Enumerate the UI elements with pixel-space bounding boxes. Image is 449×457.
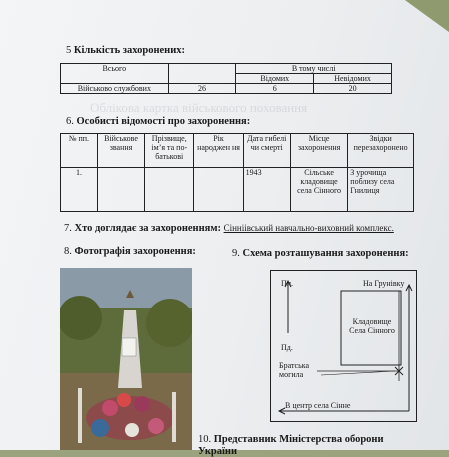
col-header-number: № пп. bbox=[61, 134, 98, 168]
scheme-cemetery-label: Кладовище Села Сінного bbox=[349, 317, 395, 335]
section-10-heading-line2: України bbox=[198, 446, 238, 457]
row-label: Військово службовиx bbox=[61, 84, 169, 94]
header-all: Всього bbox=[61, 64, 169, 84]
cell-total: 26 bbox=[168, 84, 236, 94]
col-header-death-date: Дата гибелі чи смерті bbox=[243, 134, 290, 168]
cell-rank bbox=[97, 168, 144, 212]
scheme-south-label: Пд. bbox=[281, 343, 293, 352]
burial-photo-image bbox=[60, 268, 192, 450]
col-header-burial-place: Місце захоронення bbox=[290, 134, 347, 168]
col-header-birth-year: Рік народжен ня bbox=[194, 134, 243, 168]
cell-reburied-from: З урочища поблизу села Гнилиця bbox=[348, 168, 414, 212]
cell-number: 1. bbox=[61, 168, 98, 212]
scheme-grave-label: Братська могила bbox=[279, 361, 310, 379]
cell-burial-place: Сільське кладовище села Сінного bbox=[290, 168, 347, 212]
scheme-north-label: Пн. bbox=[281, 279, 294, 288]
show-through-text: Облікова картка військового поховання bbox=[90, 100, 308, 115]
cell-death-date: 1943 bbox=[243, 168, 290, 212]
burials-count-table bbox=[60, 63, 392, 94]
caretaker-value: Сінніівський навчально-виховний комплекс. bbox=[223, 223, 394, 233]
col-header-reburied-from: Звідки перезахоронено bbox=[348, 134, 414, 168]
scheme-to-center-label: В центр села Сінне bbox=[285, 401, 351, 410]
header-unknown: Невідомих bbox=[314, 74, 392, 84]
section-7-heading: 7. Хто доглядає за захороненням: Сінніівський навчально-виховний комплекс. bbox=[64, 223, 394, 234]
col-header-rank: Військове звання bbox=[97, 134, 144, 168]
cell-known: 6 bbox=[236, 84, 314, 94]
section-8-heading: 8. Фотографія захоронення: bbox=[64, 246, 196, 257]
cell-unknown: 20 bbox=[314, 84, 392, 94]
section-9-heading: 9. Схема розташування захоронення: bbox=[232, 248, 409, 259]
cell-birth-year bbox=[194, 168, 243, 212]
col-header-name: Прізвище, ім’я та по-батькові bbox=[145, 134, 194, 168]
section-10-heading: 10. Представник Міністерства оборони bbox=[198, 434, 384, 445]
burial-photo bbox=[60, 268, 192, 450]
header-including: В тому числі bbox=[236, 64, 392, 74]
header-known: Відомих bbox=[236, 74, 314, 84]
personal-info-table bbox=[60, 133, 414, 212]
section-5-heading: 5 Кількість захоронених: bbox=[66, 45, 186, 56]
location-scheme bbox=[270, 270, 417, 422]
section-6-heading: 6. Особисті відомості про захоронення: bbox=[66, 116, 251, 127]
header-empty bbox=[168, 64, 236, 84]
cell-name bbox=[145, 168, 194, 212]
scheme-to-grun-label: На Грунівку bbox=[363, 279, 405, 288]
